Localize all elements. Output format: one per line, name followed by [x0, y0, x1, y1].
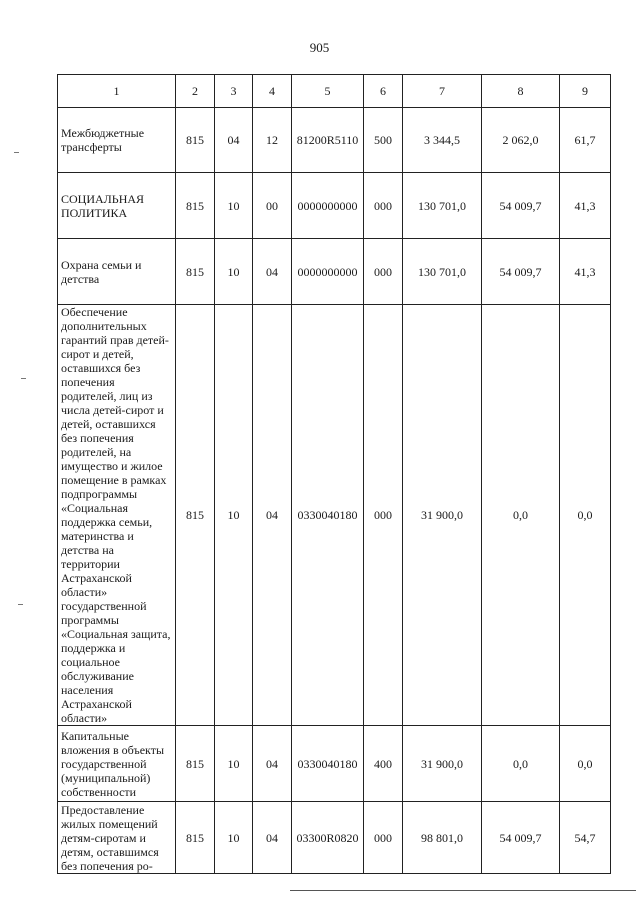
scan-mark [21, 378, 26, 379]
cell-subsection: 12 [253, 108, 292, 173]
cell-actual: 0,0 [482, 305, 560, 726]
column-header: 7 [403, 75, 482, 108]
column-header: 6 [364, 75, 403, 108]
cell-actual: 54 009,7 [482, 173, 560, 239]
cell-actual: 54 009,7 [482, 239, 560, 305]
table-row [58, 173, 611, 239]
cell-actual: 54 009,7 [482, 802, 560, 874]
cell-expense-type: 000 [364, 305, 403, 726]
table-row [58, 802, 611, 874]
column-header: 5 [292, 75, 364, 108]
table-row [58, 108, 611, 173]
cell-plan: 3 344,5 [403, 108, 482, 173]
cell-plan: 130 701,0 [403, 173, 482, 239]
cell-plan: 98 801,0 [403, 802, 482, 874]
cell-target-article: 0330040180 [292, 305, 364, 726]
table-row [58, 305, 611, 726]
column-header: 8 [482, 75, 560, 108]
cell-target-article: 0330040180 [292, 726, 364, 802]
column-header: 1 [58, 75, 176, 108]
cell-plan: 130 701,0 [403, 239, 482, 305]
cell-plan: 31 900,0 [403, 726, 482, 802]
cell-section: 04 [215, 108, 253, 173]
row-name: Обеспечение дополнительных гарантий прав детей-сирот и детей, оставшихся без попечения родителей, лиц из числа детей-сирот и детей, оставшихся без попечения родителей, на имущество и жилое помещение в рамках подпрограммы «Социальная поддержка семьи, материнства и детства на территории Астраханской области» государственной программы «Социальная защита, поддержка и социальное обслуживание населения Астраханской области» [58, 305, 176, 726]
column-header: 9 [560, 75, 611, 108]
cell-subsection: 04 [253, 726, 292, 802]
cell-subsection: 04 [253, 305, 292, 726]
page-number: 905 [309, 40, 330, 55]
scan-mark [14, 152, 19, 153]
cell-ministry-code: 815 [176, 173, 215, 239]
cell-target-article: 0000000000 [292, 239, 364, 305]
cell-ministry-code: 815 [176, 239, 215, 305]
row-name: Капитальные вложения в объекты государственной (муниципальной) собственности [58, 726, 176, 802]
cell-expense-type: 000 [364, 173, 403, 239]
cell-expense-type: 500 [364, 108, 403, 173]
scan-mark [18, 604, 23, 605]
column-header: 4 [253, 75, 292, 108]
cell-subsection: 00 [253, 173, 292, 239]
row-name: СОЦИАЛЬНАЯ ПОЛИТИКА [58, 173, 176, 239]
cell-percent: 0,0 [560, 305, 611, 726]
cell-percent: 54,7 [560, 802, 611, 874]
cell-expense-type: 000 [364, 802, 403, 874]
cell-percent: 41,3 [560, 239, 611, 305]
cell-ministry-code: 815 [176, 305, 215, 726]
row-name: Предоставление жилых помещений детям-сиротам и детям, оставшимся без попечения ро- [58, 802, 176, 874]
cell-actual: 2 062,0 [482, 108, 560, 173]
budget-table [57, 74, 611, 874]
cell-expense-type: 400 [364, 726, 403, 802]
cell-ministry-code: 815 [176, 108, 215, 173]
cell-subsection: 04 [253, 239, 292, 305]
cell-percent: 41,3 [560, 173, 611, 239]
row-name: Охрана семьи и детства [58, 239, 176, 305]
column-header: 2 [176, 75, 215, 108]
row-name: Межбюджетные трансферты [58, 108, 176, 173]
cell-percent: 0,0 [560, 726, 611, 802]
cell-section: 10 [215, 239, 253, 305]
cell-target-article: 0000000000 [292, 173, 364, 239]
cell-ministry-code: 815 [176, 802, 215, 874]
cell-actual: 0,0 [482, 726, 560, 802]
table-row [58, 239, 611, 305]
cell-subsection: 04 [253, 802, 292, 874]
cell-section: 10 [215, 726, 253, 802]
table-header-row [58, 75, 611, 108]
cell-section: 10 [215, 305, 253, 726]
cell-ministry-code: 815 [176, 726, 215, 802]
cell-section: 10 [215, 173, 253, 239]
table-row [58, 726, 611, 802]
cell-section: 10 [215, 802, 253, 874]
cell-expense-type: 000 [364, 239, 403, 305]
cell-target-article: 03300R0820 [292, 802, 364, 874]
cell-percent: 61,7 [560, 108, 611, 173]
footer-rule [290, 890, 636, 891]
column-header: 3 [215, 75, 253, 108]
cell-plan: 31 900,0 [403, 305, 482, 726]
cell-target-article: 81200R5110 [292, 108, 364, 173]
